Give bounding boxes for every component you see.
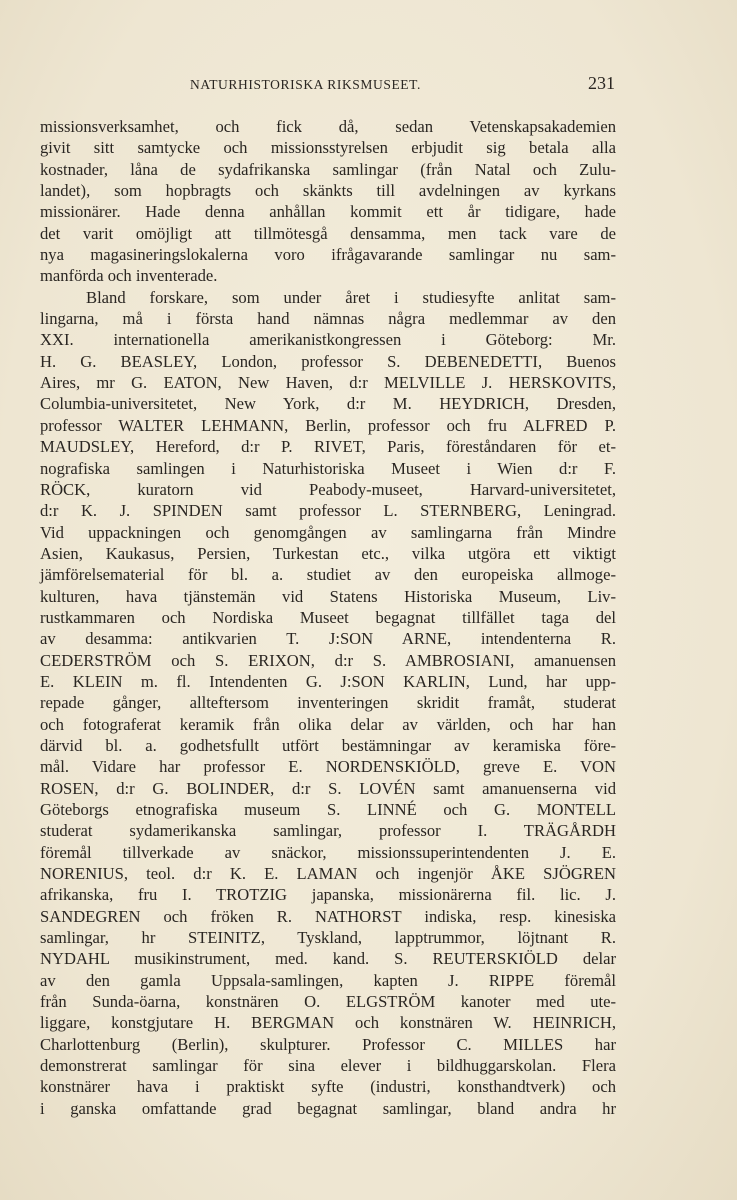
text-line: i ganska omfattande grad begagnat samlingar, bland andra hr [40,1098,616,1118]
page-header [40,73,615,99]
text-line: professor WALTER LEHMANN, Berlin, professor och fru ALFRED P. [40,415,616,435]
text-line: CEDERSTRÖM och S. ERIXON, d:r S. AMBROSIANI, amanuensen [40,650,616,670]
body-text [40,116,616,1119]
text-line: NYDAHL musikinstrument, med. kand. S. REUTERSKIÖLD delar [40,949,616,969]
text-line: NORENIUS, teol. d:r K. E. LAMAN och ingenjör ÅKE SJÖGREN [40,864,616,884]
text-line: missionärer. Hade denna anhållan kommit ett år tidigare, hade [40,202,616,222]
text-line: Bland forskare, som under året i studiesyfte anlitat sam- [86,287,616,307]
text-line: kostnader, låna de sydafrikanska samlingar (från Natal och Zulu- [40,159,616,179]
text-line: Charlottenburg (Berlin), skulpturer. Professor C. MILLES har [40,1034,616,1054]
text-line: studerat sydamerikanska samlingar, professor I. TRÄGÅRDH [40,821,616,841]
text-line: konstnärer hava i praktiskt syfte (industri, konsthandtverk) och [40,1077,616,1097]
text-line: av desamma: antikvarien T. J:SON ARNE, intendenterna R. [40,629,616,649]
text-line: afrikanska, fru I. TROTZIG japanska, missionärerna fil. lic. J. [40,885,616,905]
text-line: Asien, Kaukasus, Persien, Turkestan etc., vilka utgöra ett viktigt [40,543,616,563]
text-line: liggare, konstgjutare H. BERGMAN och konstnären W. HEINRICH, [40,1013,616,1033]
text-line: lingarna, må i första hand nämnas några medlemmar av den [40,309,616,329]
text-line: givit sitt samtycke och missionsstyrelsen erbjudit sig betala alla [40,138,616,158]
text-line: mål. Vidare har professor E. NORDENSKIÖLD, greve E. VON [40,757,616,777]
text-line: SANDEGREN och fröken R. NATHORST indiska, resp. kinesiska [40,906,616,926]
text-line: manförda och inventerade. [40,266,218,286]
text-line: RÖCK, kuratorn vid Peabody-museet, Harvard-universitetet, [40,479,616,499]
text-line: E. KLEIN m. fl. Intendenten G. J:SON KARLIN, Lund, har upp- [40,671,616,691]
text-line: landet), som hopbragts och skänkts till avdelningen av kyrkans [40,181,616,201]
text-line: H. G. BEASLEY, London, professor S. DEBENEDETTI, Buenos [40,351,616,371]
text-line: det varit omöjligt att tillmötesgå densamma, men tack vare de [40,223,616,243]
running-title: NATURHISTORISKA RIKSMUSEET. [190,77,421,92]
text-line: demonstrerat samlingar för sina elever i bildhuggarskolan. Flera [40,1056,616,1076]
page-number: 231 [588,73,615,93]
text-line: av den gamla Uppsala-samlingen, kapten J. RIPPE föremål [40,970,616,990]
text-line: nografiska samlingen i Naturhistoriska Museet i Wien d:r F. [40,458,616,478]
text-line: från Sunda-öarna, konstnären O. ELGSTRÖM kanoter med ute- [40,992,616,1012]
text-line: XXI. internationella amerikanistkongressen i Göteborg: Mr. [40,330,616,350]
text-line: Aires, mr G. EATON, New Haven, d:r MELVILLE J. HERSKOVITS, [40,373,616,393]
text-line: Columbia-universitetet, New York, d:r M. HEYDRICH, Dresden, [40,394,616,414]
text-line: och fotograferat keramik från olika delar av världen, och har han [40,714,616,734]
text-line: därvid bl. a. godhetsfullt utfört bestämningar av keramiska före- [40,735,616,755]
text-line: rustkammaren och Nordiska Museet begagnat tillfället taga del [40,607,616,627]
text-line: repade gånger, allteftersom inventeringen skridit framåt, studerat [40,693,616,713]
text-line: ROSEN, d:r G. BOLINDER, d:r S. LOVÉN samt amanuenserna vid [40,778,616,798]
text-line: kulturen, hava tjänstemän vid Statens Historiska Museum, Liv- [40,586,616,606]
text-line: Vid uppackningen och genomgången av samlingarna från Mindre [40,522,616,542]
text-line: MAUDSLEY, Hereford, d:r P. RIVET, Paris, föreståndaren för et- [40,437,616,457]
text-line: nya magasineringslokalerna voro ifrågavarande samlingar nu sam- [40,245,616,265]
text-line: föremål tillverkade av snäckor, missionssuperintendenten J. E. [40,842,616,862]
text-line: Göteborgs etnografiska museum S. LINNÉ och G. MONTELL [40,800,616,819]
text-line: jämförelsematerial för bl. a. studiet av den europeiska allmoge- [40,565,616,585]
text-line: samlingar, hr STEINITZ, Tyskland, lapptrummor, löjtnant R. [40,928,616,948]
text-line: d:r K. J. SPINDEN samt professor L. STERNBERG, Leningrad. [40,501,616,521]
text-line: missionsverksamhet, och fick då, sedan Vetenskapsakademien [40,117,616,136]
